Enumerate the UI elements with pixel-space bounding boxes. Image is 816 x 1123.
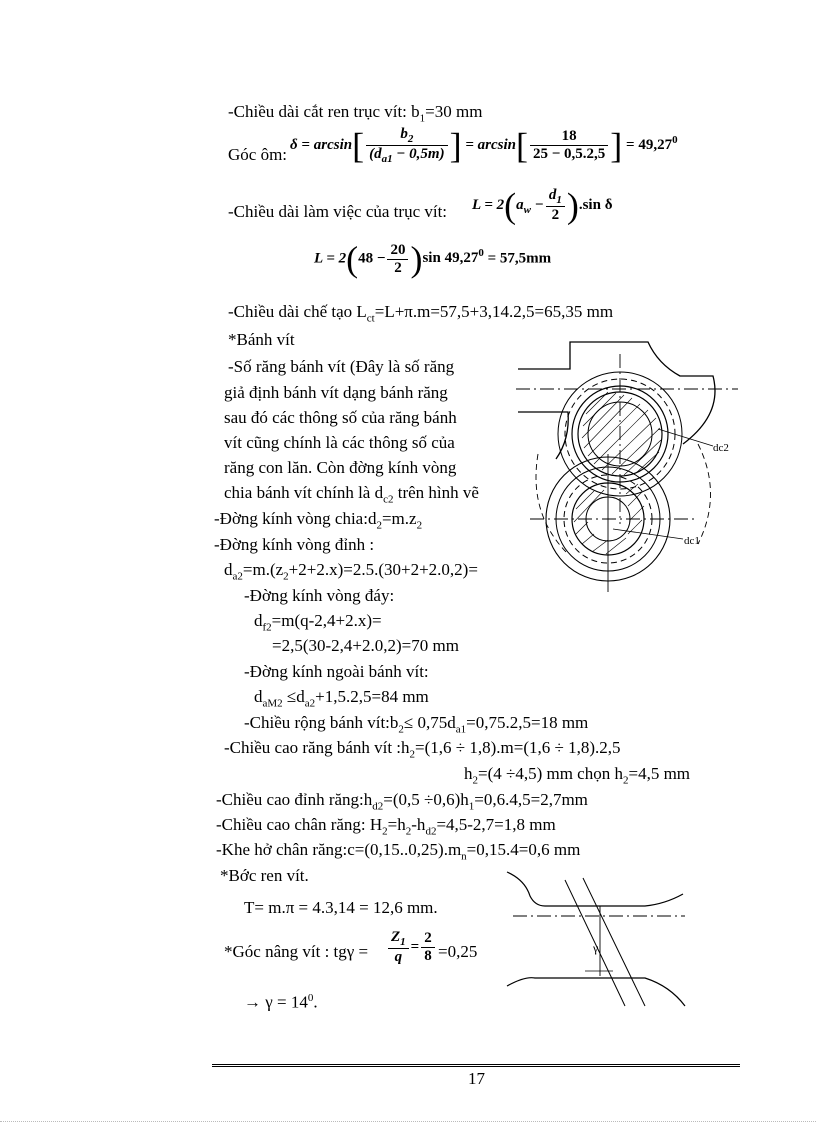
text-line: $h_2=(4 \div 4,5)$ mm chọn $h_2=4,5$ mm <box>464 764 691 787</box>
text-line: chia bánh vít chính là $d_{c2}$ trên hình vẽ <box>224 483 479 506</box>
label-gamma: γ <box>593 941 599 955</box>
text-line: T= m.π = 4.3,14 = 12,6 mm. <box>244 898 438 917</box>
label-dc2: dc2 <box>713 442 729 454</box>
text-line: giả định bánh vít dạng bánh răng <box>224 383 448 402</box>
equation-L-value: L = 2(48 − $\frac{20}{2}$ )sin 49,27$^0$ = 57,5mm <box>314 239 552 279</box>
text-line: -Chiều dài chế tạo $L_{ct}=L+\pi.m=57,5+3,14.2,5=65,35$ mm <box>228 302 614 325</box>
goc-om-label: Góc ôm: <box>228 145 288 164</box>
page-bottom-border <box>0 1121 816 1122</box>
text-line: -Chiều dài cắt ren trục vít: $b_1=30$ mm <box>228 102 483 125</box>
worm-gear-diagram <box>508 334 768 604</box>
text-line: -Chiều cao đỉnh $răng:h_{d2}=(0,5 \div 0,6)h_1=0,6.4,5=2,7mm$ <box>216 790 588 813</box>
worm-lead-angle-diagram <box>505 866 705 1016</box>
text-line: sau đó các thông số của răng bánh <box>224 408 457 427</box>
footer-rule <box>212 1064 740 1067</box>
text-line: -Đờng kính vòng đỉnh : <box>214 535 375 554</box>
text-line: -Chiều cao răng bánh vít $:h_2=(1,6 \div 1,8).m=(1,6 \div 1,8).2,5$ <box>224 738 621 761</box>
text-line: *Bánh vít <box>228 330 295 349</box>
text-line: -Chiều cao chân răng: $H_2=h_2-h_{d2}=4,5-2,7=1,8$ mm <box>216 815 556 838</box>
text-line: -Đờng kính ngoài bánh vít: <box>244 662 429 681</box>
label-dc1: dc1 <box>684 535 700 547</box>
page-number: 17 <box>468 1069 485 1088</box>
text-line: răng con lăn. Còn đờng kính vòng <box>224 458 457 477</box>
text-line: $d_{a2}=m.(z_2+2+2.x)=2.5.(30+2+2.0,2)=$ <box>224 560 478 583</box>
text-line: $d_{f2}=m(q-2,4+2.x)=$ <box>254 611 382 634</box>
text-line: =0,25 <box>438 942 478 961</box>
text-line: -Số răng bánh vít (Đây là số răng <box>228 357 455 376</box>
text-line: $d_{aM2} \le d_{a2}+1,5.2,5=84$ mm <box>254 687 429 710</box>
text-line: *Bớc ren vít. <box>220 866 309 885</box>
text-line: → $\gamma = 14^0$. <box>244 992 318 1012</box>
text-line: -Khe hở chân $răng:c=(0,15..0,25).m_n=0,15.4=0,6$ mm <box>216 840 581 863</box>
text-line: -Đờng kính vòng $chia:d_2=m.z_2$ <box>214 509 423 532</box>
text-line: -Chiều rộng bánh $vít:b_2\le 0,75d_{a1}=0,75.2,5=18$ mm <box>244 713 589 736</box>
equation-L: $L = 2(a_w$ − $\frac{d_1}{2}$ ).sin δ <box>472 185 613 226</box>
text-line: =2,5(30-2,4+2.0,2)=70 mm <box>272 636 459 655</box>
text-line: *Góc nâng vít : tgγ = <box>224 942 369 961</box>
equation-tg-gamma: $\frac{Z_1}{q}$ = $\frac{2}{8}$ <box>386 929 437 966</box>
equation-goc-om: δ = arcsin[ $\frac{b_2}{(d_{a1} - 0,5m)}$ ] = arcsin[ $\frac{18}{25 - 0,5.2,5}$ ] = $49,27^0$ <box>290 125 678 166</box>
text-line: vít cũng chính là các thông số của <box>224 433 455 452</box>
text-line: -Chiều dài làm việc của trục vít: <box>228 202 448 221</box>
text-line: -Đờng kính vòng đáy: <box>244 586 395 605</box>
